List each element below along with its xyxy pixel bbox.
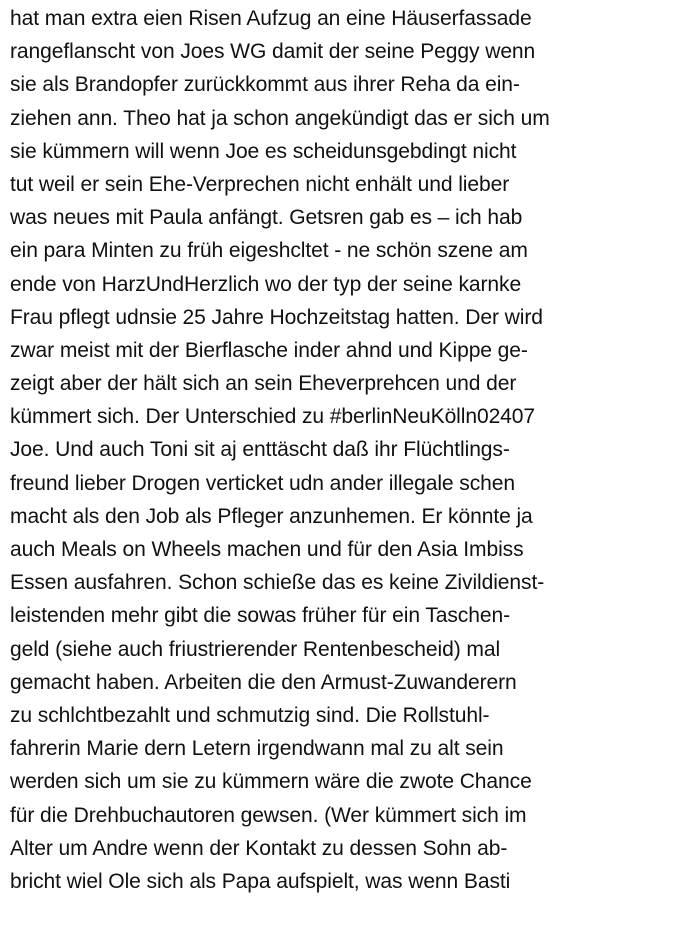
text-line: Alter um Andre wenn der Kontakt zu dessen Sohn ab- — [10, 836, 508, 860]
text-line: tut weil er sein Ehe-Verprechen nicht enhält und lieber — [10, 172, 510, 196]
text-line: fahrerin Marie dern Letern irgendwann mal zu alt sein — [10, 737, 504, 761]
text-line: sie kümmern will wenn Joe es scheidunsgebdingt nicht — [10, 139, 517, 163]
text-line: macht als den Job als Pfleger anzunhemen. Er könnte ja — [10, 504, 533, 528]
text-line: rangeflanscht von Joes WG damit der seine Peggy wenn — [10, 40, 536, 64]
text-line: werden sich um sie zu kümmern wäre die zwote Chance — [10, 770, 532, 794]
text-line: zeigt aber der hält sich an sein Eheverprehcen und der — [10, 372, 517, 396]
text-line: zwar meist mit der Bierflasche inder ahnd und Kippe ge- — [10, 338, 528, 362]
text-line: hat man extra eien Risen Aufzug an eine Häuserfassade — [10, 7, 532, 30]
text-line: was neues mit Paula anfängt. Getsren gab es – ich hab — [10, 206, 523, 230]
text-line: Essen ausfahren. Schon schieße das es keine Zivildienst- — [10, 571, 545, 595]
text-line: ein para Minten zu früh eigeshcltet - ne schön szene am — [10, 239, 528, 263]
text-line: freund lieber Drogen verticket udn ander illegale schen — [10, 471, 515, 495]
text-line: leistenden mehr gibt die sowas früher für ein Taschen- — [10, 604, 510, 628]
document-page — [10, 2, 682, 898]
text-line: geld (siehe auch friustrierender Rentenbescheid) mal — [10, 637, 501, 661]
text-line: Frau pflegt udnsie 25 Jahre Hochzeitstag hatten. Der wird — [10, 305, 543, 329]
text-line: bricht wiel Ole sich als Papa aufspielt, was wenn Basti — [10, 869, 511, 893]
text-line: kümmert sich. Der Unterschied zu #berlinNeuKölln02407 — [10, 405, 536, 429]
text-line: gemacht haben. Arbeiten die den Armust-Zuwanderern — [10, 670, 517, 694]
text-line: ende von HarzUndHerzlich wo der typ der seine karnke — [10, 272, 522, 296]
text-line: zu schlchtbezahlt und schmutzig sind. Die Rollstuhl- — [10, 703, 490, 727]
text-line: für die Drehbuchautoren gewsen. (Wer kümmert sich im — [10, 803, 527, 827]
text-line: sie als Brandopfer zurückkommt aus ihrer Reha da ein- — [10, 73, 520, 97]
text-line: ziehen ann. Theo hat ja schon angekündigt das er sich um — [10, 106, 550, 130]
text-line: Joe. Und auch Toni sit aj enttäscht daß ihr Flüchtlings- — [10, 438, 510, 462]
text-line: auch Meals on Wheels machen und für den Asia Imbiss — [10, 538, 524, 561]
